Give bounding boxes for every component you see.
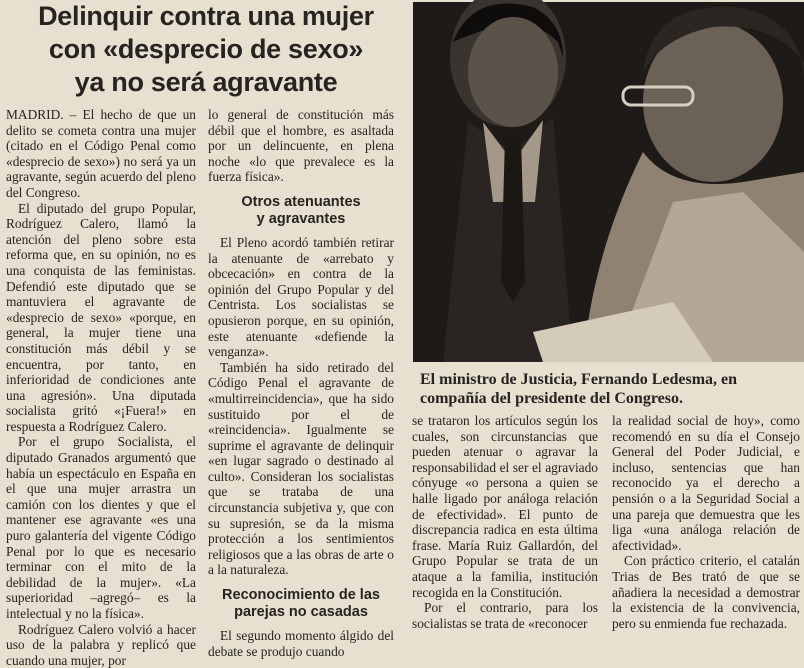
paragraph: El diputado del grupo Popular, Rodríguez Calero, llamó la atención del pleno sobre esta reforma que, en su opinión, no es una conquista de las feministas. Defendió este diputado que se mantuviera el agravante de «desprecio de sexo» «porque, en general, la mujer tiene una constitución más débil y se encuentra, por tanto, en inferioridad de condiciones ante una agresión». Una diputada socialista gritó «¡Fuera!» en respuesta a Rodríguez Calero.: [6, 200, 196, 434]
subheading-line: parejas no casadas: [234, 604, 368, 621]
article-column-1: [6, 107, 196, 668]
paragraph: la realidad social de hoy», como recomendó en su día el Consejo General del Poder Judicial, e incluso, sentencias que han reconocido ya el derecho a pensión o a la Seguridad Social a una pareja que demuestra que les liga «una análoga relación de afectividad».: [612, 413, 800, 553]
paragraph: Rodríguez Calero volvió a hacer uso de la palabra y replicó que cuando una mujer, por: [6, 621, 196, 668]
paragraph: El segundo momento álgido del debate se produjo cuando: [208, 628, 394, 659]
photo-illustration: [413, 2, 804, 362]
subheading-line: Reconocimiento de las: [222, 587, 380, 604]
headline-line-3: ya no será agravante: [74, 67, 338, 97]
photo-caption: [420, 370, 800, 408]
paragraph: se trataron los artículos según los cuales, son circunstancias que pueden atenuar o agravar la responsabilidad el ser el agraviado cónyuge «o persona a quien se halle ligado por análoga relación de efectividad». El punto de discrepancia radica en esta última frase. María Ruiz Gallardón, del Grupo Popular se trata de un ataque a la familia, institución recogida en la Constitución.: [412, 413, 598, 600]
subheading-line: Otros atenuantes: [241, 193, 361, 210]
paragraph: El Pleno acordó también retirar la atenuante de «arrebato y obcecación» en contra de la opinión del Grupo Popular y del Centrista. Los socialistas se opusieron porque, en su opinión, este atenuante «defiende la venganza».: [208, 234, 394, 360]
caption-line-1: El ministro de Justicia, Fernando Ledesma, en: [420, 371, 738, 388]
headline: [10, 0, 402, 99]
subheading-reconocimiento: [208, 587, 394, 621]
news-photo: [413, 2, 804, 362]
paragraph: También ha sido retirado del Código Penal el agravante de «multirreincidencia», que ha sido sustituido por el de «reincidencia». Igualmente se suprime el agravante de delinquir «en lugar sagrado o destinado al culto». Consideran los socialistas que se trataba de una circunstancia subjetiva y, que con su supresión, se da la misma protección a los sentimientos religiosos que a las obras de arte o a la naturaleza.: [208, 359, 394, 578]
article-column-4: [612, 413, 800, 637]
paragraph: lo general de constitución más débil que el hombre, es asaltada por un delincuente, en plena noche «lo que prevalece es la fuerza física».: [208, 107, 394, 185]
headline-line-2: con «desprecio de sexo»: [48, 34, 364, 64]
subheading-otros-atenuantes: [208, 194, 394, 228]
subheading-line: y agravantes: [256, 210, 346, 227]
headline-line-1: Delinquir contra una mujer: [38, 1, 374, 31]
caption-line-2: compañía del presidente del Congreso.: [420, 390, 683, 407]
article-column-3: [412, 413, 598, 637]
paragraph: Por el contrario, para los socialistas se trata de «reconocer: [412, 600, 598, 631]
article-column-2: [208, 107, 394, 659]
paragraph: Por el grupo Socialista, el diputado Granados argumentó que había un espectáculo en España en el que una mujer arrastra un camión con los dientes y que el mantener ese agravante «es una puro galantería del vigente Código Penal por lo que es necesario terminar con el mito de la debilidad de la mujer». «La superioridad –agregó– es la intelectual y no la física».: [6, 434, 196, 621]
paragraph: MADRID. – El hecho de que un delito se cometa contra una mujer (citado en el Código Penal como «desprecio de sexo») no será ya un agravante, según acuerdo del pleno del Congreso.: [6, 107, 196, 200]
paragraph: Con práctico criterio, el catalán Trias de Bes trató de que se añadiera la necesidad a demostrar la existencia de la convivencia, pero su enmienda fue rechazada.: [612, 553, 800, 631]
